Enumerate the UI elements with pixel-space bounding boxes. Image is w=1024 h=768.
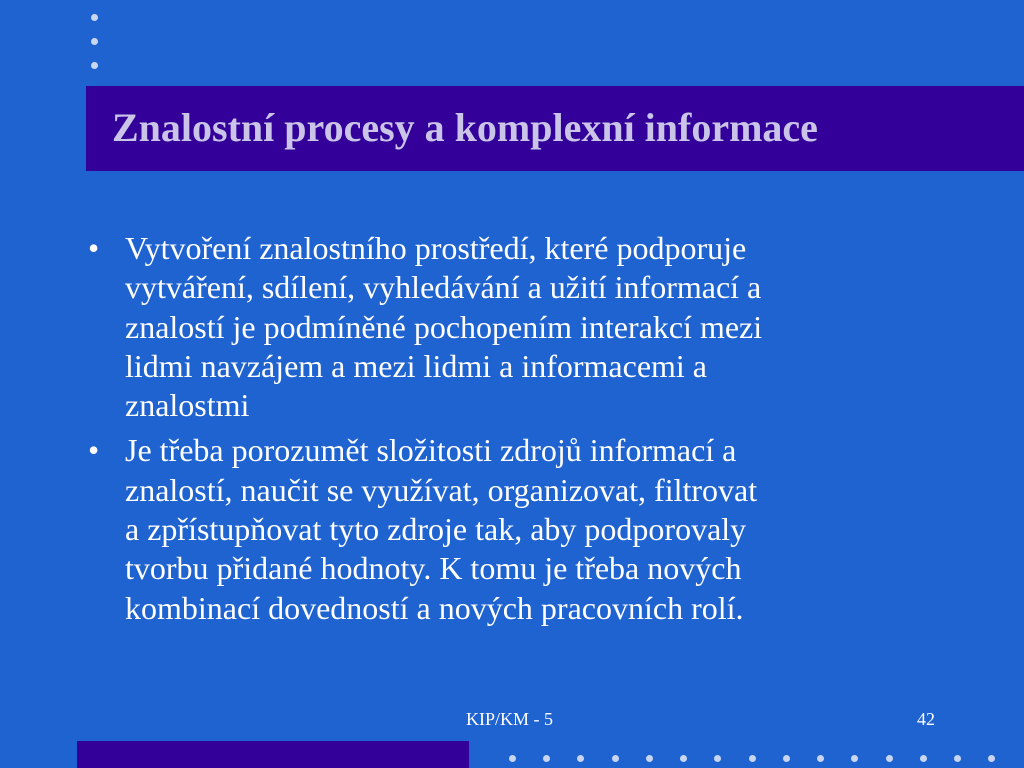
decorative-dot: [886, 755, 893, 762]
bullet-line: lidmi navzájem a mezi lidmi a informacemi a: [125, 347, 707, 384]
decorative-dot: [91, 14, 98, 21]
decorative-dot: [646, 755, 653, 762]
bullet-line: tvorbu přidané hodnoty. K tomu je třeba nových: [125, 550, 742, 587]
bullet-line: a zpřístupňovat tyto zdroje tak, aby podporovaly: [125, 511, 747, 548]
decorative-dot: [91, 38, 98, 45]
bullet-line: znalostí, naučit se využívat, organizovat, filtrovat: [125, 471, 758, 508]
bullet-line: Vytvoření znalostního prostředí, které podporuje: [125, 230, 747, 266]
decorative-dot: [509, 755, 516, 762]
bullet-icon: •: [88, 432, 100, 469]
decorative-dot: [783, 755, 790, 762]
decorative-dot: [954, 755, 961, 762]
decorative-dot: [680, 755, 687, 762]
bullet-line: kombinací dovedností a nových pracovních rolí.: [125, 589, 744, 626]
bullet-line: znalostí je podmíněné pochopením interakcí mezi: [125, 308, 763, 345]
decorative-dot: [577, 755, 584, 762]
decorative-dot: [91, 62, 98, 69]
bullet-line: znalostmi: [125, 387, 250, 424]
decorative-dot: [817, 755, 824, 762]
decorative-dot: [851, 755, 858, 762]
decorative-dot: [920, 755, 927, 762]
footer-course-code: KIP/KM - 5: [466, 709, 554, 729]
slide-title: Znalostní procesy a komplexní informace: [112, 105, 818, 150]
footer-page-number: 42: [917, 709, 935, 729]
decorative-dot: [714, 755, 721, 762]
decorative-dot: [749, 755, 756, 762]
bullet-item: [88, 431, 938, 627]
bottom-bar: [77, 741, 469, 768]
bullet-line: Je třeba porozumět složitosti zdrojů informací a: [125, 432, 737, 469]
bullet-icon: •: [88, 230, 100, 266]
decorative-dot: [543, 755, 550, 762]
bullet-line: vytváření, sdílení, vyhledávání a užití informací a: [125, 269, 762, 306]
slide-content: [88, 229, 938, 634]
bullet-item: [88, 229, 938, 425]
decorative-dot: [988, 755, 995, 762]
decorative-dot: [612, 755, 619, 762]
